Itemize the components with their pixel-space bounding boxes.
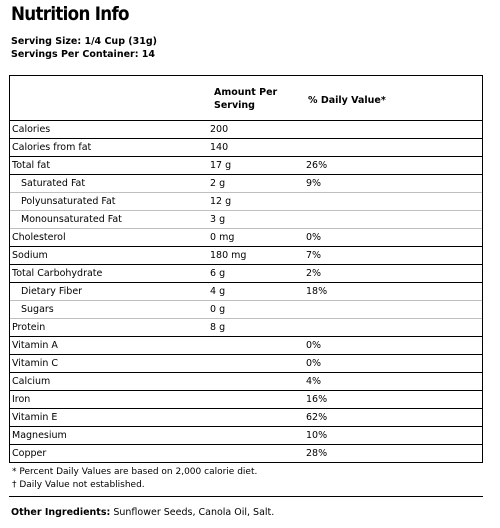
table-row xyxy=(10,391,482,409)
table-row xyxy=(10,157,482,175)
nutrient-amount: 17 g xyxy=(210,160,232,171)
nutrient-amount: 140 xyxy=(210,142,229,153)
nutrient-daily-value: 26% xyxy=(306,160,328,171)
amount-header-line2: Serving xyxy=(214,100,255,111)
table-row xyxy=(10,283,482,301)
nutrient-daily-value: 0% xyxy=(306,358,322,369)
table-row xyxy=(10,265,482,283)
footnote-daily-values: * Percent Daily Values are based on 2,000 calorie diet. xyxy=(12,467,258,477)
nutrient-daily-value: 62% xyxy=(306,412,328,423)
nutrient-name: Dietary Fiber xyxy=(21,286,83,297)
nutrient-daily-value: 18% xyxy=(306,286,328,297)
nutrient-amount: 3 g xyxy=(210,214,226,225)
nutrient-name: Copper xyxy=(12,448,47,459)
table-row xyxy=(10,445,482,463)
nutrient-amount: 180 mg xyxy=(210,250,247,261)
nutrient-name: Protein xyxy=(12,322,46,333)
table-row xyxy=(10,319,482,337)
nutrient-daily-value: 28% xyxy=(306,448,328,459)
servings-per-container: Servings Per Container: 14 xyxy=(11,49,156,60)
nutrient-daily-value: 9% xyxy=(306,178,322,189)
other-ingredients xyxy=(11,507,274,518)
nutrient-amount: 12 g xyxy=(210,196,232,207)
nutrient-name: Sugars xyxy=(21,304,54,315)
nutrient-name: Calories xyxy=(12,124,51,135)
nutrient-amount: 0 mg xyxy=(210,232,235,243)
nutrient-name: Saturated Fat xyxy=(21,178,86,189)
ingredients-value: Sunflower Seeds, Canola Oil, Salt. xyxy=(113,507,275,518)
nutrient-name: Total fat xyxy=(12,160,51,171)
nutrient-daily-value: 0% xyxy=(306,232,322,243)
nutrient-amount: 2 g xyxy=(210,178,226,189)
page-title: Nutrition Info xyxy=(11,3,129,25)
nutrient-name: Calcium xyxy=(12,376,51,387)
table-row xyxy=(10,355,482,373)
table-row xyxy=(10,175,482,193)
table-row xyxy=(10,409,482,427)
divider xyxy=(9,496,483,497)
nutrient-amount: 4 g xyxy=(210,286,226,297)
daily-value-header: % Daily Value* xyxy=(308,95,386,106)
nutrient-daily-value: 10% xyxy=(306,430,328,441)
table-row xyxy=(10,121,482,139)
footnote-not-established: † Daily Value not established. xyxy=(12,480,145,490)
nutrient-amount: 6 g xyxy=(210,268,226,279)
amount-header-line1: Amount Per xyxy=(214,87,278,98)
amount-per-serving-header xyxy=(214,86,277,112)
nutrient-name: Total Carbohydrate xyxy=(12,268,103,279)
table-row xyxy=(10,193,482,211)
nutrient-name: Polyunsaturated Fat xyxy=(21,196,116,207)
nutrient-name: Calories from fat xyxy=(12,142,92,153)
table-row xyxy=(10,373,482,391)
ingredients-label: Other Ingredients: xyxy=(11,507,111,518)
serving-size: Serving Size: 1/4 Cup (31g) xyxy=(11,36,158,47)
table-row xyxy=(10,229,482,247)
nutrient-amount: 0 g xyxy=(210,304,226,315)
table-row xyxy=(10,247,482,265)
nutrient-amount: 8 g xyxy=(210,322,226,333)
table-row xyxy=(10,139,482,157)
nutrient-amount: 200 xyxy=(210,124,229,135)
nutrient-name: Monounsaturated Fat xyxy=(21,214,122,225)
nutrient-name: Cholesterol xyxy=(12,232,66,243)
nutrient-name: Vitamin A xyxy=(12,340,58,351)
table-row xyxy=(10,211,482,229)
nutrition-table xyxy=(9,75,483,490)
nutrient-name: Vitamin C xyxy=(12,358,59,369)
nutrient-daily-value: 4% xyxy=(306,376,322,387)
table-row xyxy=(10,427,482,445)
nutrient-name: Magnesium xyxy=(12,430,67,441)
nutrient-name: Iron xyxy=(12,394,31,405)
nutrient-daily-value: 2% xyxy=(306,268,322,279)
nutrient-daily-value: 7% xyxy=(306,250,322,261)
nutrient-name: Sodium xyxy=(12,250,48,261)
nutrient-rows xyxy=(10,120,482,463)
nutrient-name: Vitamin E xyxy=(12,412,58,423)
table-row xyxy=(10,337,482,355)
nutrient-daily-value: 0% xyxy=(306,340,322,351)
nutrient-daily-value: 16% xyxy=(306,394,328,405)
table-row xyxy=(10,301,482,319)
